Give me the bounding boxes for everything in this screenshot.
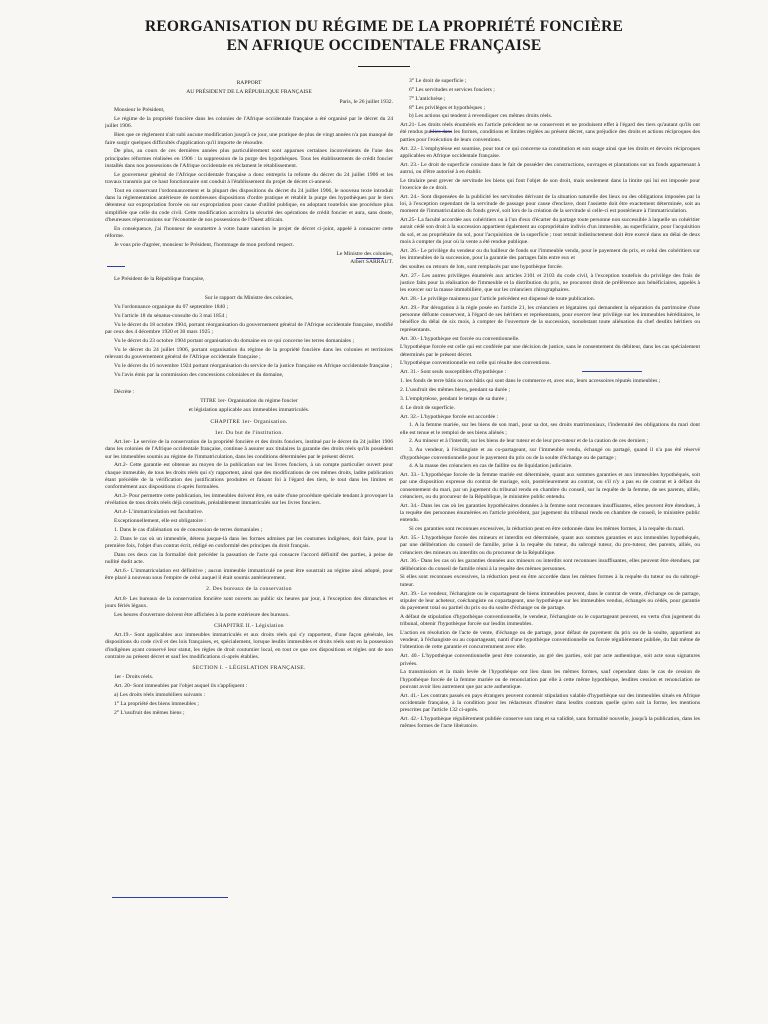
paragraph: L'hypothèque conventionnelle est celle qui résulte des conventions.: [400, 360, 551, 367]
paragraph: La transmission et la main levée de l'hypothèque ont lieu dans les mêmes formes, sauf cependant dans le cas de cession de l'hypothèque forcée de la femme mariée ou de renonciation par elle à cette même hypothèque, lesdites cession et renonciation ne pouvant avoir lieu autrement que par acte authentique.: [400, 669, 700, 690]
paragraph: Vu l'ordonnance organique du 07 septembre 1840 ;: [114, 304, 229, 311]
paragraph: 2. L'usufruit des mêmes biens, pendant sa durée ;: [400, 386, 511, 393]
paragraph: 2° L'usufruit des mêmes biens ;: [114, 709, 185, 716]
paragraph: Art. 42.- L'hypothèque régulièrement publiée conserve son rang et sa validité, sans formalité nouvelle, jusqu'à la publication, dans les mêmes formes de l'acte libératoire.: [400, 716, 700, 730]
paragraph: Je vous prie d'agréer, monsieur le Président, l'hommage de mon profond respect.: [114, 241, 295, 248]
paragraph: a) Les droits réels immobiliers suivants :: [114, 692, 206, 699]
paragraph: Tout en conservant l'ordonnancement et la plupart des dispositions du décret du 24 juillet 1906, le nouveau texte introduit dans la réglementation antérieure de nombreuses dispositions d'ordre pratique et rétablit la purge des hypothèques par le tiers détenteur sur expropriation forcée ou sur expropriation pour cause d'utilité publique, en adoptant toutefois une procédure plus simplifiée que celle du code civil. Cette modification accroîtra la sécurité des opérations de crédit foncier et aura, sans doute, d'heureuses répercussions sur l'économie de nos possessions de l'Ouest africain.: [105, 187, 393, 223]
paragraph: b) Les actions qui tendent à revendiquer ces mêmes droits réels.: [409, 113, 553, 120]
document-title-line-2: EN AFRIQUE OCCIDENTALE FRANÇAISE: [226, 37, 542, 54]
paragraph: Art.8- Les bureaux de la conservation foncière sont ouverts au public six heures par jour, à l'exception des dimanches et jours fériés légaux.: [105, 595, 393, 609]
paragraph: Paris, le 26 juillet 1932.: [339, 98, 393, 105]
paragraph: Art.1er- Le service de la conservation de la propriété foncière et des droits fonciers, institué par le décret du 24 juillet 1906 dans les colonies de l'Afrique occidentale française, continue à assurer aux titulaires la garantie des droits réels qu'ils possèdent sur les immeubles soumis au régime de l'immatriculation, dans les conditions déterminées par le présent décret.: [105, 439, 393, 460]
right-text-column: [400, 78, 700, 1016]
pen-underline: [430, 131, 452, 132]
paragraph: Art. 26.- Le privilège du vendeur ou du bailleur de fonds sur l'immeuble vendu, pour le payement du prix, et celui des cohéritiers sur les immeubles de la succession, pour la garantie des partages faits entre eux et: [400, 247, 700, 262]
paragraph: 1. A la femme mariée, sur les biens de son mari, pour sa dot, ses droits matrimoniaux, l'indemnité des obligations du mari dont elle est tenue et le remploi de ses biens aliénés ;: [400, 422, 700, 436]
paragraph: Dans ces deux cas la formalité doit précéder la passation de l'acte qui consacre l'accord définitif des parties, à peine de nullité dudit acte.: [105, 551, 393, 565]
paragraph: Art. 29.- Par dérogation à la règle posée en l'article 21, les créanciers et légataires qui demandent la séparation du patrimoine d'une personne défunte conservent, à l'égard de ses héritiers et représentants, pour exercer leur privilège sur les immeubles héréditaires, le bénéfice du délai de six mois, à compter de l'ouverture de la succession, nonobstant toute aliénation du chef desdits héritiers ou représentants.: [400, 304, 700, 333]
paragraph: 2. Au mineur et à l'interdit, sur les biens de leur tuteur et de leur pro-tuteur et de la caution de ces derniers ;: [409, 438, 649, 445]
paragraph: Si elles sont reconnues excessives, la réduction peut en être accordée dans les mêmes formes à la requête du tuteur ou du subrogé-tuteur.: [400, 574, 700, 588]
pen-underline: [582, 371, 642, 372]
paragraph-spacer: [105, 285, 393, 293]
section-heading: 2. Des bureaux de la conservation: [206, 586, 292, 593]
paragraph: Exceptionnellement, elle est obligatoire :: [114, 517, 206, 524]
paragraph: 1. les fonds de terre bâtis ou non bâtis qui sont dans le commerce et, avec eux, leurs accessoires réputés immeubles ;: [400, 378, 661, 385]
paragraph: Art. 24.- Sont dispensées de la publicité les servitudes dérivant de la situation naturelle des lieux ou des obligations imposées par la loi, à l'exception cependant de la servitude de passage pour cause d'enclave, dont l'assiette doit être exactement déterminée, soit au moment de l'immatriculation du fonds grevé, soit lors de la création de la servitude si celle-ci est postérieure à l'immatriculation.: [400, 193, 700, 215]
paragraph: 1. Dans le cas d'aliénation ou de concession de terres domaniales ;: [114, 526, 263, 533]
paragraph: TITRE 1er- Organisation du régime foncier: [200, 398, 298, 405]
paragraph: Art. 36.- Dans les cas où les garanties données aux mineurs ou interdits sont reconnues insuffisantes, elles peuvent être étendues, par délibération du conseil de famille réuni à la requête des mêmes personnes.: [400, 558, 700, 572]
paragraph: Art. 34.- Dans les cas où les garanties hypothécaires données à la femme sont reconnues insuffisantes, elles peuvent être étendues, à la requête des personnes énumérées en l'article précédent, par jugement du tribunal rendu en chambre de conseil, le ministère public entendu.: [400, 502, 700, 524]
paragraph: Art. 39.- Le vendeur, l'échangiste ou le copartageant de biens immeubles peuvent, dans le contrat de vente, d'échange ou de partage, stipuler de leur acheteur, coéchangiste ou copartageant, une hypothèque sur les immeubles vendus, échangés ou cédés, pour garantie du payement total ou partiel du prix ou du soulte d'échange ou de partage.: [400, 590, 700, 612]
paragraph: Art. 28.- Le privilège maintenu par l'article précédent est dispensé de toute publication.: [400, 296, 596, 303]
paragraph: 4. Le droit de superficie.: [400, 404, 455, 411]
paragraph: Art. 30.- L'hypothèque est forcée ou conventionnelle.: [400, 335, 520, 342]
paragraph: 3. Au vendeur, à l'échangiste et au co-partageant, sur l'immeuble vendu, échangé ou partagé, quand il n'a pas été réservé d'hypothèque conventionnelle pour le payement du prix ou de la soulte d'échange ou de partage ;: [400, 447, 700, 461]
paragraph: L'hypothèque forcée est celle qui est conférée par une décision de justice, sans le consentement du débiteur, dans les cas spécialement déterminés par le présent décret.: [400, 344, 700, 358]
paragraph: des soultes ou retours de lots, sont remplacés par une hypothèque forcée.: [400, 263, 563, 270]
paragraph: Vu le décret du 18 octobre 1904, portant réorganisation du gouvernement général de l'Afrique occidentale française, modifié par ceux des 4 décembre 1920 et 30 mars 1925 ;: [105, 322, 393, 336]
paragraph: Les heures d'ouverture doivent être affichées à la porte extérieure des bureaux.: [114, 611, 290, 618]
paragraph: Art. 22.- L'emphytéose est soumise, pour tout ce qui concerne sa constitution et son usage ainsi que les droits et devoirs réciproques applicables en Afrique occidentale française.: [400, 145, 700, 159]
paragraph: Art. 31.- Sont seuls susceptibles d'hypothèque :: [400, 369, 507, 376]
section-heading: SECTION I. - LÉGISLATION FRANÇAISE.: [192, 665, 306, 672]
paragraph: Art. 40.- L'hypothèque conventionnelle peut être consentie, au gré des parties, soit par acte authentique, soit acte sous signatures privées.: [400, 653, 700, 667]
paragraph: Vu l'avis émis par la commission des concessions coloniales et du domaine,: [114, 371, 284, 378]
paragraph: 1er - Droits réels.: [114, 674, 154, 681]
paragraph: Art. 32.- L'hypothèque forcée est accordée :: [400, 413, 499, 420]
paragraph: Art. 27.- Les autres privilèges énumérés aux articles 2101 et 2103 du code civil, à l'exception toutefois du privilège des frais de justice faits pour la réalisation de l'immeuble et la distribution du prix, ne procurent droit de préférence aux bénéficiaires, appelés à les exercer sur la masse immobilière, que sur les créanciers chirographaires.: [400, 272, 700, 294]
paragraph: Art. 20- Sont immeubles par l'objet auquel ils s'appliquent :: [114, 683, 248, 690]
paragraph: Art.4- L'immatriculation est facultative.: [114, 509, 204, 516]
paragraph: 3. L'emphytéose, pendant le temps de sa durée ;: [400, 395, 507, 402]
paragraph: Art.19.- Sont applicables aux immeubles immatriculés et aux droits réels qui s'y rapportent, d'une façon générale, les dispositions du code civil et des lois françaises, et, spécialement, lorsque lesdits immeubles et droits réels sont en la possession d'indigènes ayant conservé leur statut, les règles de droit coutumier local, en tout ce que ces dispositions et règles ont de non contraire au présent décret et sauf les modifications ci-après établies.: [105, 632, 393, 660]
pen-underline: [356, 258, 384, 259]
paragraph: 8° Les privilèges et hypothèques ;: [409, 104, 486, 111]
paragraph: Le Ministre des colonies,: [336, 250, 393, 257]
paragraph: Vu le décret du 16 novembre 1924 portant réorganisation du service de la justice française en Afrique occidentale française ;: [114, 363, 393, 370]
paragraph: Le gouverneur général de l'Afrique occidentale française a donc entrepris la refonte du décret du 24 juillet 1906 et les travaux transmis par ce haut fonctionnaire ont conduit à l'établissement du projet de décret ci-annexé.: [105, 171, 393, 185]
paragraph: Art. 35.- L'hypothèque forcée des mineurs et interdits est déterminée, quant aux sommes garanties et aux immeubles hypothéqués, par une délibération du conseil de famille, prise à la requête du tuteur, du subrogé tuteur, du pro-tuteur, des parents, alliés, ou créanciers des mineurs ou interdits ou du procureur de la République.: [400, 535, 700, 556]
paragraph: En conséquence, j'ai l'honneur de soumettre à votre haute sanction le projet de décret ci-joint, appelé à consacrer cette réforme.: [105, 225, 393, 239]
paragraph: et législation applicable aux immeubles immatriculés.: [188, 407, 310, 414]
document-title-line-1: REORGANISATION DU RÉGIME DE LA PROPRIÉTÉ FONCIÈRE: [144, 18, 624, 35]
section-heading: CHAPITRE 1er- Organisation.: [210, 418, 288, 425]
paragraph: Art. 41.- Les contrats passés en pays étrangers peuvent contenir stipulation valable d'hypothèque sur des immeubles situés en Afrique occidentale française, à la condition pour les rédacteurs d'insérer dans lesdits contrats quelle qu'en soit la forme, les mentions prescrites par l'article 132 ci-après.: [400, 692, 700, 714]
paragraph: A défaut de stipulation d'hypothèque conventionnelle, le vendeur, l'échangiste ou le copartageant peuvent, en vertu d'un jugement du tribunal, obtenir l'hypothèque forcée sur lesdits immeubles.: [400, 613, 700, 628]
paragraph: Vu l'article 18 du sénatus-consulte du 3 mai 1854 ;: [114, 313, 228, 320]
paragraph: 4. A la masse des créanciers en cas de faillite ou de liquidation judiciaire.: [409, 463, 573, 470]
section-heading: CHAPITRE II.- Législation: [214, 622, 284, 629]
title-divider: [358, 66, 410, 67]
paragraph: Le Président de la République française,: [114, 276, 205, 283]
paragraph: 6° Les servitudes et services fonciers ;: [409, 86, 495, 93]
pen-underline: [107, 266, 125, 267]
paragraph: 1° La propriété des biens immeubles ;: [114, 700, 199, 707]
paragraph: Art.6.- L'immatriculation est définitive ; aucun immeuble immatriculé ne peut être soustrait au régime ainsi adopté, pour être placé à nouveau sous l'empire de celui auquel il était soumis antérieurement.: [105, 567, 393, 582]
paragraph: Art.21- Les droits réels énumérés en l'article précédent ne se conservent et ne produisent effet à l'égard des tiers qu'autant qu'ils ont été rendus publics dans les formes, conditions et limites réglées au présent décret, sans préjudice des droits et actions réciproques des parties pour l'exécution de leurs conventions.: [400, 122, 700, 143]
paragraph: Art. 33.- L'hypothèque forcée de la femme mariée est déterminée, quant aux sommes garanties et aux immeubles hypothéqués, soit par une disposition expresse du contrat de mariage, soit, postérieurement au contrat, ou s'il n'y a pas eu de contrat et à défaut du consentement du mari, par un jugement du tribunal rendu en chambre du conseil, sur la requête de la femme, de ses parents, alliés, créanciers, ou du procureur de la République, le ministère public entendu.: [400, 472, 700, 500]
paragraph: Bien que ce règlement n'ait subi aucune modification jusqu'à ce jour, une pratique de plus de vingt années n'a pas manqué de faire surgir quelques difficultés d'application qu'il importe de résoudre.: [105, 132, 393, 146]
paragraph: AU PRÉSIDENT DE LA RÉPUBLIQUE FRANÇAISE: [186, 89, 312, 96]
section-heading: 1er. Du but de l'institution.: [214, 429, 284, 436]
paragraph: Art.2- Cette garantie est obtenue au moyen de la publication sur les livres fonciers, à un compte particulier ouvert pour chaque immeuble, de tous les droits réels qui s'y rapportent, ainsi que des modifications de ces mêmes droits, ladite publication étant précédée de la vérification des justifications produites et faisant foi à l'égard des tiers, le tout dans les limites et conformément aux dispositions ci-après formulées.: [105, 462, 393, 491]
paragraph: Le régime de la propriété foncière dans les colonies de l'Afrique occidentale française a été organisé par le décret du 24 juillet 1906.: [105, 116, 393, 130]
paragraph: Sur le rapport du Ministre des colonies,: [204, 295, 294, 302]
paragraph: Décrète :: [114, 388, 135, 395]
paragraph: 3° Le droit de superficie ;: [409, 78, 467, 84]
paragraph: RAPPORT: [236, 80, 262, 86]
paragraph: L'action en résolution de l'acte de vente, d'échange ou de partage, pour défaut de payement du prix ou de la soulte, appartient au vendeur, à l'échangiste ou au copartageant, nanti d'une hypothèque conventionnelle ou forcée régulièrement publiée, du fait même de l'obtention de cette garantie et concurremment avec elle.: [400, 629, 700, 651]
paragraph-spacer: [105, 381, 393, 389]
paragraph: Albert SARRAUT.: [350, 259, 393, 266]
paragraph: Monsieur le Président,: [114, 107, 165, 114]
paragraph: Vu le décret du 23 octobre 1904 portant organisation du domaine en ce qui concerne les terres domaniales ;: [114, 338, 355, 345]
paragraph: Si ces garanties sont reconnues excessives, la réduction peut en être ordonnée dans les mêmes formes, à la requête du mari.: [409, 526, 685, 533]
paragraph: 2. Dans le cas où un immeuble, détenu jusque-là dans les formes admises par les coutumes indigènes, doit faire, pour la première fois, l'objet d'un contrat écrit, rédigé en conformité des principes du droit français.: [105, 535, 393, 549]
paragraph: Art.3- Pour permettre cette publication, les immeubles doivent être, en suite d'une procédure spéciale tendant à provoquer la révélation de tous droits réels déjà constitués, préalablement immatriculés sur les livres fonciers.: [105, 492, 393, 507]
paragraph: De plus, au cours de ces dernières années plus particulièrement sont apparues certaines inconvénients de l'une des principales réformes réalisées en 1906 : la suppression de la purge des hypothèques. Tous les établissements de crédit foncier installés dans nos possessions de l'Afrique occidentale en réclament le rétablissement.: [105, 148, 393, 169]
paragraph: Art.25- La faculté accordée aux cohéritiers ou à l'un d'eux d'écarter du partage toute personne non successible à laquelle un cohéritier aurait cédé son droit à la succession appartient également au copropriétaire indivis d'un immeuble, au superficiaire, pour l'acquisition du sol, et au propriétaire du sol, pour l'acquisition de la superficie ; tout retrait indistinctement doit être exercé dans un délai de deux mois à compter du jour où la vente a été rendue publique.: [400, 217, 700, 245]
pen-underline: [112, 897, 228, 898]
paragraph: Art. 23.- Le droit de superficie consiste dans le fait de posséder des constructions, ouvrages et plantations sur un fonds appartenant à autrui, ou d'être autorisé à en établir.: [400, 161, 700, 175]
paragraph: Le titulaire peut grever de servitude les biens qui font l'objet de son droit, mais seulement dans la limite qui lui est imposée pour l'exercice de ce droit.: [400, 177, 700, 191]
paragraph: 7° L'antichrèse ;: [409, 95, 446, 102]
left-text-column: [105, 78, 393, 1016]
paragraph: Vu le décret du 24 juillet 1906, portant organisation du régime de la propriété foncière dans les colonies et territoires relevant du gouvernement général de l'Afrique occidentale française ;: [105, 347, 393, 361]
